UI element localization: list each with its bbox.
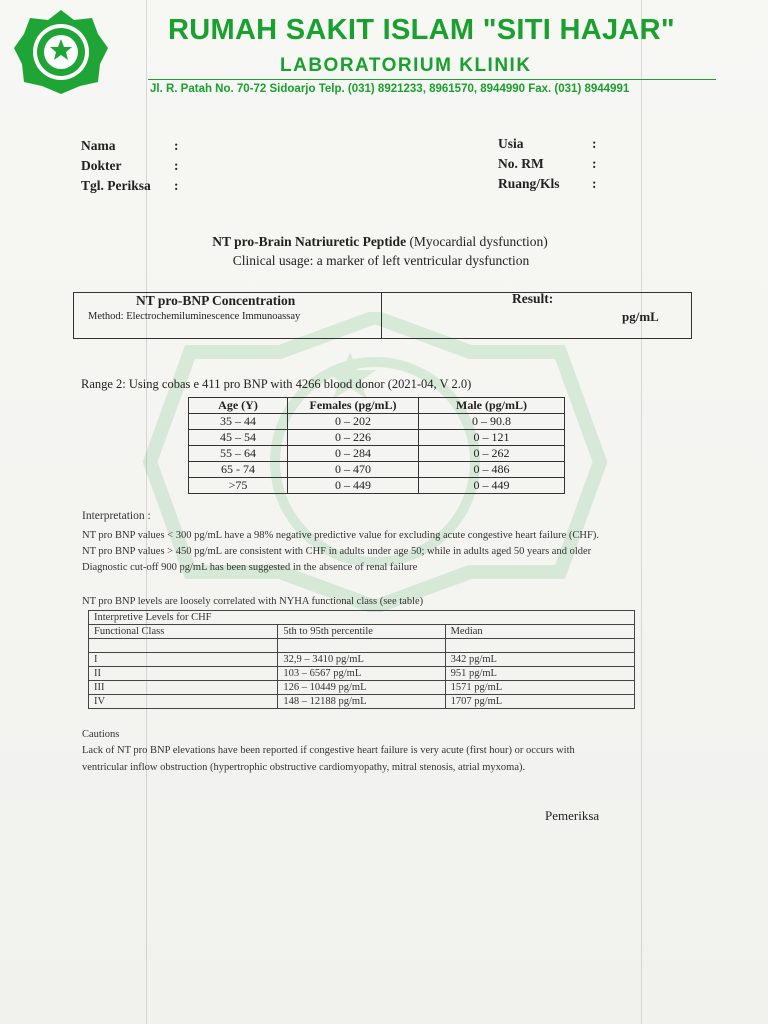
range-age: 45 – 54 — [189, 430, 288, 446]
nyha-class: I — [89, 653, 278, 667]
table-row — [89, 667, 635, 681]
interpretation-heading: Interpretation : — [82, 510, 151, 522]
range-age: 35 – 44 — [189, 414, 288, 430]
table-row — [189, 446, 565, 462]
no-rm-colon: : — [592, 156, 597, 171]
dokter-colon: : — [174, 158, 179, 173]
nyha-percentile: 103 – 6567 pg/mL — [278, 667, 445, 681]
result-unit: pg/mL — [622, 309, 659, 324]
nyha-class: IV — [89, 695, 278, 709]
test-title — [0, 234, 764, 250]
nyha-caption: NT pro BNP levels are loosely correlated with NYHA functional class (see table) — [82, 596, 424, 607]
table-row — [89, 695, 635, 709]
ruang-colon: : — [592, 176, 597, 191]
range-caption: Range 2: Using cobas e 411 pro BNP with 4266 blood donor (2021-04, V 2.0) — [81, 377, 472, 391]
range-female: 0 – 449 — [288, 478, 419, 494]
table-row — [189, 414, 565, 430]
range-age: 55 – 64 — [189, 446, 288, 462]
tgl-periksa-colon: : — [174, 178, 179, 193]
hospital-address: Jl. R. Patah No. 70-72 Sidoarjo Telp. (031) 8921233, 8961570, 8944990 Fax. (031) 8944991 — [150, 83, 630, 95]
method-text: Method: Electrochemiluminescence Immunoassay — [88, 311, 301, 322]
interpretation-line-1: NT pro BNP values < 300 pg/mL have a 98% negative predictive value for excluding acute congestive heart failure (CHF). — [82, 530, 599, 541]
no-rm-label: No. RM — [498, 156, 544, 171]
table-row — [189, 478, 565, 494]
nyha-median: 1571 pg/mL — [445, 681, 634, 695]
nama-colon: : — [174, 138, 179, 153]
nyha-header-percentile: 5th to 95th percentile — [278, 625, 445, 639]
clinical-usage: Clinical usage: a marker of left ventricular dysfunction — [232, 253, 530, 268]
range-age: 65 - 74 — [189, 462, 288, 478]
nyha-spacer-row — [89, 639, 635, 653]
tgl-periksa-label: Tgl. Periksa — [81, 178, 151, 193]
nyha-header-row — [89, 625, 635, 639]
nyha-title-row — [89, 611, 635, 625]
range-female: 0 – 226 — [288, 430, 419, 446]
range-male: 0 – 486 — [419, 462, 565, 478]
header-rule — [148, 79, 716, 80]
interpretation-line-2: NT pro BNP values > 450 pg/mL are consistent with CHF in adults under age 50; while in adults aged 50 years and older — [82, 546, 592, 557]
concentration-label: NT pro-BNP Concentration — [136, 293, 296, 308]
nama-label: Nama — [81, 138, 116, 153]
table-row — [189, 462, 565, 478]
table-row — [189, 430, 565, 446]
usia-colon: : — [592, 136, 597, 151]
examiner-label: Pemeriksa — [545, 808, 600, 823]
nyha-class: II — [89, 667, 278, 681]
scan-line — [641, 0, 642, 1024]
table-row — [89, 681, 635, 695]
nyha-percentile: 148 – 12188 pg/mL — [278, 695, 445, 709]
result-label: Result: — [512, 291, 554, 306]
cautions-heading: Cautions — [82, 729, 120, 740]
cautions-line-2: ventricular inflow obstruction (hypertrophic obstructive cardiomyopathy, mitral stenosis, atrial myxoma). — [82, 762, 526, 773]
nyha-header-class: Functional Class — [89, 625, 278, 639]
range-female: 0 – 202 — [288, 414, 419, 430]
result-box — [73, 292, 692, 339]
hospital-name: RUMAH SAKIT ISLAM "SITI HAJAR" — [168, 14, 675, 46]
nyha-title: Interpretive Levels for CHF — [89, 611, 635, 625]
cautions-line-1: Lack of NT pro BNP elevations have been reported if congestive heart failure is very acute (first hour) or occurs with — [82, 745, 575, 756]
range-male: 0 – 90.8 — [419, 414, 565, 430]
range-female: 0 – 284 — [288, 446, 419, 462]
nyha-median: 951 pg/mL — [445, 667, 634, 681]
range-header-age: Age (Y) — [189, 398, 288, 414]
range-table — [188, 397, 565, 494]
test-title-rest: (Myocardial dysfunction) — [406, 234, 548, 249]
test-title-bold: NT pro-Brain Natriuretic Peptide — [212, 234, 407, 249]
range-female: 0 – 470 — [288, 462, 419, 478]
range-male: 0 – 262 — [419, 446, 565, 462]
range-male: 0 – 121 — [419, 430, 565, 446]
result-divider — [381, 293, 382, 338]
range-header-row — [189, 398, 565, 414]
usia-label: Usia — [498, 136, 524, 151]
nyha-median: 342 pg/mL — [445, 653, 634, 667]
nyha-median: 1707 pg/mL — [445, 695, 634, 709]
table-row — [89, 653, 635, 667]
range-header-male: Male (pg/mL) — [419, 398, 565, 414]
nyha-percentile: 32,9 – 3410 pg/mL — [278, 653, 445, 667]
nyha-class: III — [89, 681, 278, 695]
interpretation-line-3: Diagnostic cut-off 900 pg/mL has been suggested in the absence of renal failure — [82, 562, 418, 573]
nyha-table — [88, 610, 635, 709]
ruang-label: Ruang/Kls — [498, 176, 560, 191]
nyha-header-median: Median — [445, 625, 634, 639]
nyha-percentile: 126 – 10449 pg/mL — [278, 681, 445, 695]
hospital-logo — [12, 8, 110, 96]
range-age: >75 — [189, 478, 288, 494]
range-header-females: Females (pg/mL) — [288, 398, 419, 414]
range-male: 0 – 449 — [419, 478, 565, 494]
lab-name: LABORATORIUM KLINIK — [280, 55, 532, 76]
dokter-label: Dokter — [81, 158, 122, 173]
